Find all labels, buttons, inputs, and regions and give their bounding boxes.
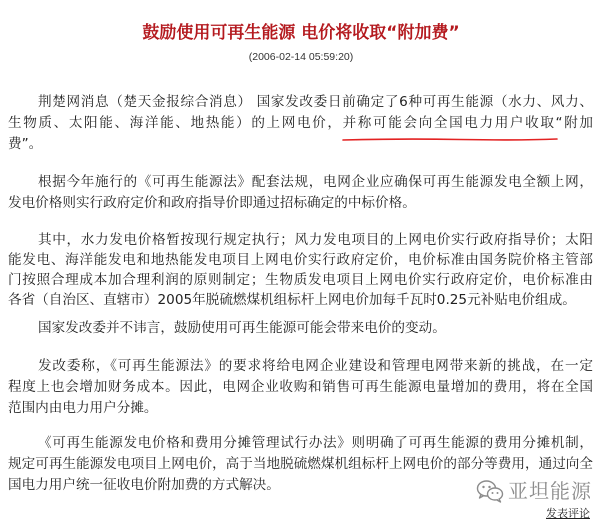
article-title: 鼓励使用可再生能源 电价将收取“附加费” (142, 23, 460, 44)
post-comment-link[interactable]: 发表评论 (546, 507, 590, 520)
paragraph-line: 各省（自治区、直辖市）2005年脱硫燃煤机组标杆上网电价加每千瓦时0.25元补贴电价组成。 (8, 292, 576, 308)
paragraph-line: 程度上也会增加财务成本。因此，电网企业收购和销售可再生能源电量增加的费用，将在全国 (8, 379, 593, 395)
article-paragraph (8, 356, 593, 419)
paragraph-line: 生物质、太阳能、海洋能、地热能）的上网电价，并称可能会向全国电力用户收取“附加 (8, 115, 593, 131)
article-paragraph (8, 318, 593, 339)
paragraph-line: 能发电、海洋能发电和地热能发电项目上网电价实行政府定价，电价标准由国务院价格主管部 (8, 252, 593, 268)
paragraph-line: 范围内由电力用户分摊。 (8, 400, 158, 416)
paragraph-line: 荆楚网消息（楚天金报综合消息） 国家发改委日前确定了6种可再生能源（水力、风力、 (38, 94, 593, 110)
paragraph-line: 发改委称，《可再生能源法》的要求将给电网企业建设和管理电网带来新的挑战，在一定 (38, 358, 593, 374)
paragraph-line: 其中，水力发电价格暂按现行规定执行；风力发电项目的上网电价实行政府指导价；太阳 (38, 232, 593, 248)
article-paragraph (8, 433, 593, 496)
paragraph-line: 费”。 (8, 136, 43, 152)
paragraph-line: 规定可再生能源发电项目上网电价，高于当地脱硫燃煤机组标杆上网电价的部分等费用，通过向全 (8, 456, 593, 472)
paragraph-line: 国电力用户统一征收电价附加费的方式解决。 (8, 477, 280, 493)
article-paragraph (8, 92, 593, 155)
paragraph-line: 《可再生能源发电价格和费用分摊管理试行办法》则明确了可再生能源的费用分摊机制， (38, 435, 593, 451)
article-paragraph (8, 230, 593, 310)
watermark-text: 亚坦能源 (508, 479, 592, 503)
paragraph-line: 国家发改委并不讳言，鼓励使用可再生能源可能会带来电价的变动。 (38, 320, 446, 336)
paragraph-line: 根据今年施行的《可再生能源法》配套法规，电网企业应确保可再生能源发电全额上网， (38, 174, 593, 190)
paragraph-line: 门按照合理成本加合理利润的原则制定；生物质发电项目上网电价实行政府定价，电价标准由 (8, 272, 593, 288)
article-paragraph (8, 172, 593, 214)
paragraph-line: 发电价格则实行政府定价和政府指导价即通过招标确定的中标价格。 (8, 195, 416, 211)
publish-timestamp: (2006-02-14 05:59:20) (248, 51, 354, 63)
